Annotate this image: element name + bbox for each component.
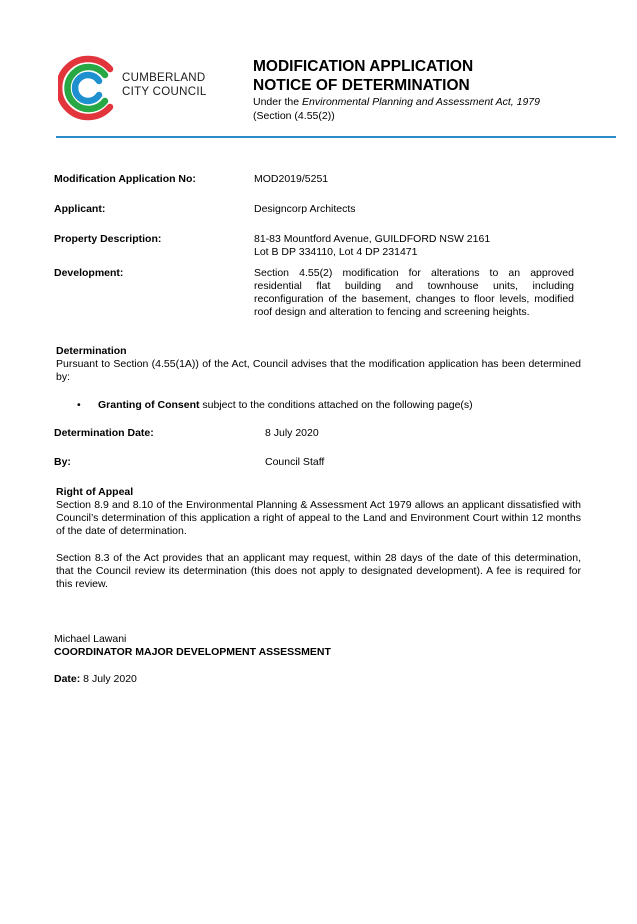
review-paragraph: Section 8.3 of the Act provides that an applicant may request, within 28 days of the date of this determination, that the Council review its determination (this does not apply to designated development). A fee is required for this review. [56,552,581,590]
signature-date-label: Date: [54,673,81,685]
consent-bold: Granting of Consent [98,399,200,411]
officer-name: Michael Lawani [54,633,127,645]
officer-title: COORDINATOR MAJOR DEVELOPMENT ASSESSMENT [54,646,331,658]
logo-line-2: CITY COUNCIL [122,86,207,98]
determination-heading: Determination [56,345,127,357]
appeal-heading: Right of Appeal [56,486,134,498]
bullet-dot: • [77,399,81,411]
determination-date-label: Determination Date: [54,427,154,439]
signature-date [54,672,137,686]
mod-number-label: Modification Application No: [54,173,196,185]
appeal-text-1: Section 8.9 and 8.10 of the Environmental Planning & Assessment Act 1979 allows an applicant dissatisfied with Council’s determination of this application a right of appeal to the Land and Environment Court within 12 months of the date of determination. [56,499,581,537]
applicant-value: Designcorp Architects [254,203,356,215]
section-reference: (Section (4.55(2)) [253,110,335,122]
determination-text: Pursuant to Section (4.55(1A)) of the Act, Council advises that the modification application has been determined by: [56,358,581,383]
property-address: 81-83 Mountford Avenue, GUILDFORD NSW 2161 [254,233,491,245]
title-block [253,57,613,123]
applicant-label: Applicant: [54,203,106,215]
determination-section [56,345,581,384]
development-label: Development: [54,267,124,279]
mod-number-value: MOD2019/5251 [254,173,329,185]
consent-bullet [77,399,473,412]
determination-date-value: 8 July 2020 [265,427,319,439]
consent-rest: subject to the conditions attached on the following page(s) [199,399,473,411]
act-name: Environmental Planning and Assessment Act, 1979 [302,96,540,108]
title-line-1: MODIFICATION APPLICATION [253,58,474,75]
council-logo-icon [58,55,120,121]
property-label: Property Description: [54,233,162,245]
property-value [254,233,574,259]
by-value: Council Staff [265,456,325,468]
header-rule [56,136,616,138]
act-reference [253,95,613,109]
council-logo [58,55,218,120]
property-lots: Lot B DP 334110, Lot 4 DP 231471 [254,246,418,258]
title-line-2: NOTICE OF DETERMINATION [253,77,470,94]
logo-line-1: CUMBERLAND [122,72,206,84]
appeal-section [56,486,581,538]
logo-wordmark [122,71,207,99]
by-label: By: [54,456,71,468]
development-description: Section 4.55(2) modification for alterations to an approved residential flat building and townhouse units, including reconfiguration of the basement, changes to floor levels, modified roof design and alteration to fencing and screening heights. [254,267,574,318]
act-prefix: Under the [253,96,303,108]
signature-date-value: 8 July 2020 [80,673,137,685]
